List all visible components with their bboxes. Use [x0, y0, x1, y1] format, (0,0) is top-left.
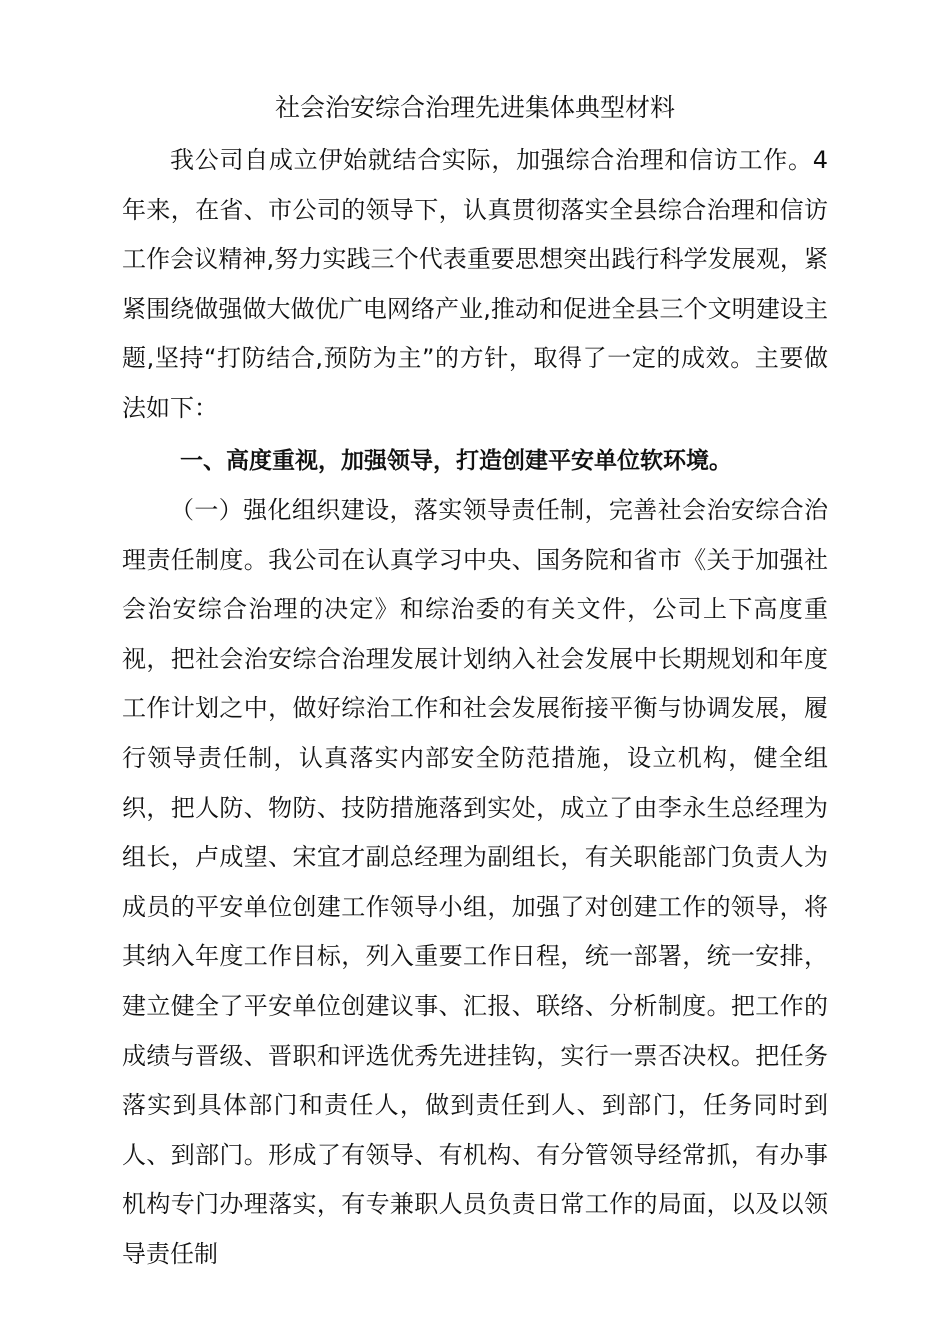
section-heading: 一、高度重视，加强领导，打造创建平安单位软环境。: [180, 448, 732, 474]
intro-paragraph: 我公司自成立伊始就结合实际，加强综合治理和信访工作。4年来，在省、市公司的领导下，认真贯彻落实全县综合治理和信访工作会议精神,努力实践三个代表重要思想突出践行科学发展观，紧紧围绕做强做大做优广电网络产业,推动和促进全县三个文明建设主题,坚持“打防结合,预防为主”的方针，取得了一定的成效。主要做法如下：: [122, 146, 828, 422]
body-paragraph: （一）强化组织建设，落实领导责任制，完善社会治安综合治理责任制度。我公司在认真学习中央、国务院和省市《关于加强社会治安综合治理的决定》和综治委的有关文件，公司上下高度重视，把社会治安综合治理发展计划纳入社会发展中长期规划和年度工作计划之中，做好综治工作和社会发展衔接平衡与协调发展，履行领导责任制，认真落实内部安全防范措施，设立机构，健全组织，把人防、物防、技防措施落到实处，成立了由李永生总经理为组长，卢成望、宋宜才副总经理为副组长，有关职能部门负责人为成员的平安单位创建工作领导小组，加强了对创建工作的领导，将其纳入年度工作目标，列入重要工作日程，统一部署，统一安排，建立健全了平安单位创建议事、汇报、联络、分析制度。把工作的成绩与晋级、晋职和评选优秀先进挂钩，实行一票否决权。把任务落实到具体部门和责任人，做到责任到人、到部门，任务同时到人、到部门。形成了有领导、有机构、有分管领导经常抓，有办事机构专门办理落实，有专兼职人员负责日常工作的局面，以及以领导责任制: [122, 496, 828, 1268]
document-title: 社会治安综合治理先进集体典型材料: [274, 93, 675, 122]
